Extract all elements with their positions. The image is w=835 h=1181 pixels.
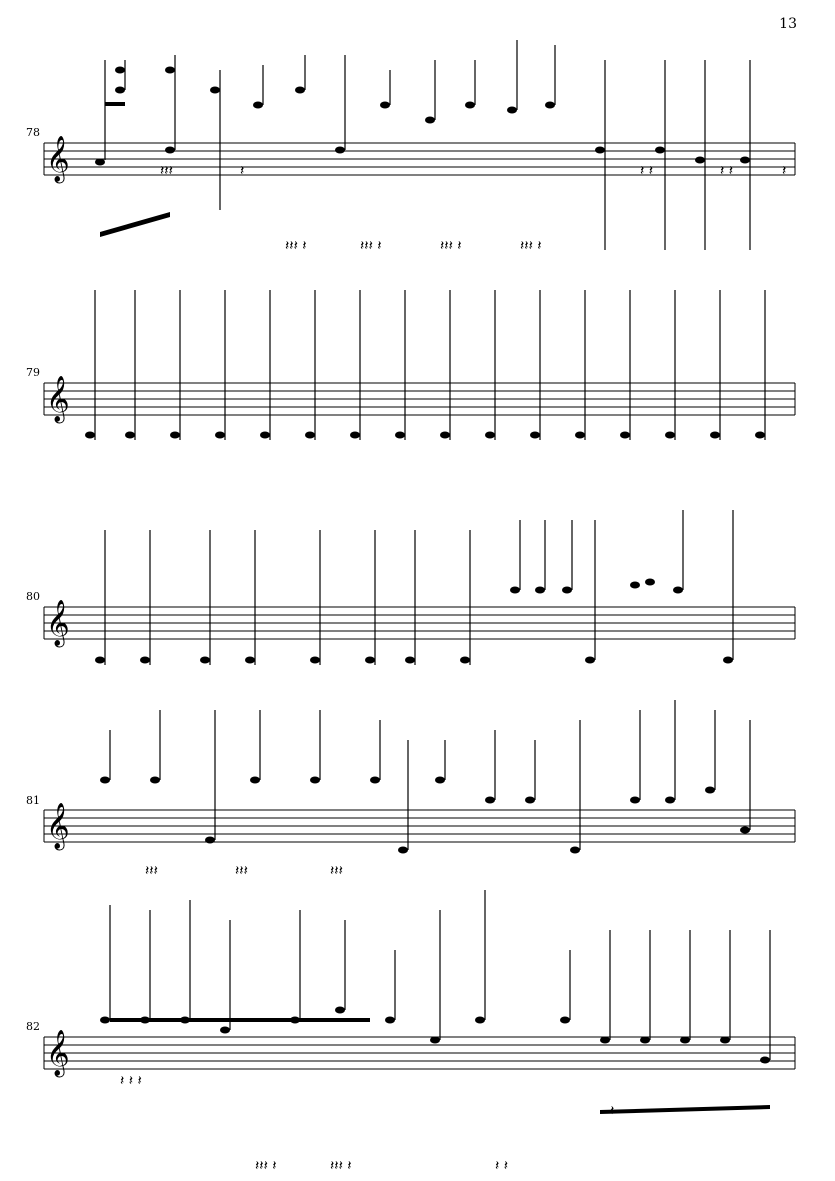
treble-clef-icon: 𝄞 [46, 600, 70, 646]
measure-number: 82 [26, 1020, 40, 1033]
system-79 [0, 270, 835, 490]
svg-text:𝄽 𝄽: 𝄽 𝄽 [720, 163, 734, 179]
system-82 [0, 890, 835, 1181]
music-notation [0, 490, 835, 700]
page-number: 13 [779, 16, 797, 32]
system-81 [0, 700, 835, 890]
svg-text:𝄽𝄽𝄽 𝄽: 𝄽𝄽𝄽 𝄽 [255, 1158, 277, 1174]
measure-number: 80 [26, 590, 40, 603]
svg-text:𝄽𝄽𝄽: 𝄽𝄽𝄽 [145, 863, 158, 879]
treble-clef-icon: 𝄞 [46, 803, 70, 849]
svg-text:𝄽 𝄽: 𝄽 𝄽 [640, 163, 654, 179]
svg-text:𝄽: 𝄽 [782, 163, 787, 179]
measure-number: 81 [26, 794, 40, 807]
svg-text:𝄽𝄽𝄽: 𝄽𝄽𝄽 [330, 863, 343, 879]
svg-text:𝄽𝄽𝄽 𝄽: 𝄽𝄽𝄽 𝄽 [360, 238, 382, 254]
svg-text:𝄽: 𝄽 [610, 1103, 615, 1119]
svg-text:𝄽𝄽𝄽: 𝄽𝄽𝄽 [235, 863, 248, 879]
svg-text:𝄽: 𝄽 [240, 163, 245, 179]
svg-text:𝄽 𝄽 𝄽: 𝄽 𝄽 𝄽 [120, 1073, 142, 1089]
svg-text:𝄽𝄽𝄽 𝄽: 𝄽𝄽𝄽 𝄽 [330, 1158, 352, 1174]
svg-text:𝄽𝄽𝄽 𝄽: 𝄽𝄽𝄽 𝄽 [440, 238, 462, 254]
svg-text:𝄽𝄽𝄽 𝄽: 𝄽𝄽𝄽 𝄽 [285, 238, 307, 254]
measure-number: 79 [26, 366, 40, 379]
music-notation [0, 270, 835, 490]
treble-clef-icon: 𝄞 [46, 1030, 70, 1076]
treble-clef-icon: 𝄞 [46, 376, 70, 422]
rest-icon: 𝄽𝄽𝄽 [160, 163, 173, 179]
measure-number: 78 [26, 126, 40, 139]
svg-text:𝄽 𝄽: 𝄽 𝄽 [495, 1158, 509, 1174]
music-notation [0, 890, 835, 1181]
system-78 [0, 0, 835, 280]
music-notation [0, 0, 835, 280]
system-80 [0, 490, 835, 700]
treble-clef-icon: 𝄞 [46, 136, 70, 182]
music-notation [0, 700, 835, 890]
svg-text:𝄽𝄽𝄽 𝄽: 𝄽𝄽𝄽 𝄽 [520, 238, 542, 254]
